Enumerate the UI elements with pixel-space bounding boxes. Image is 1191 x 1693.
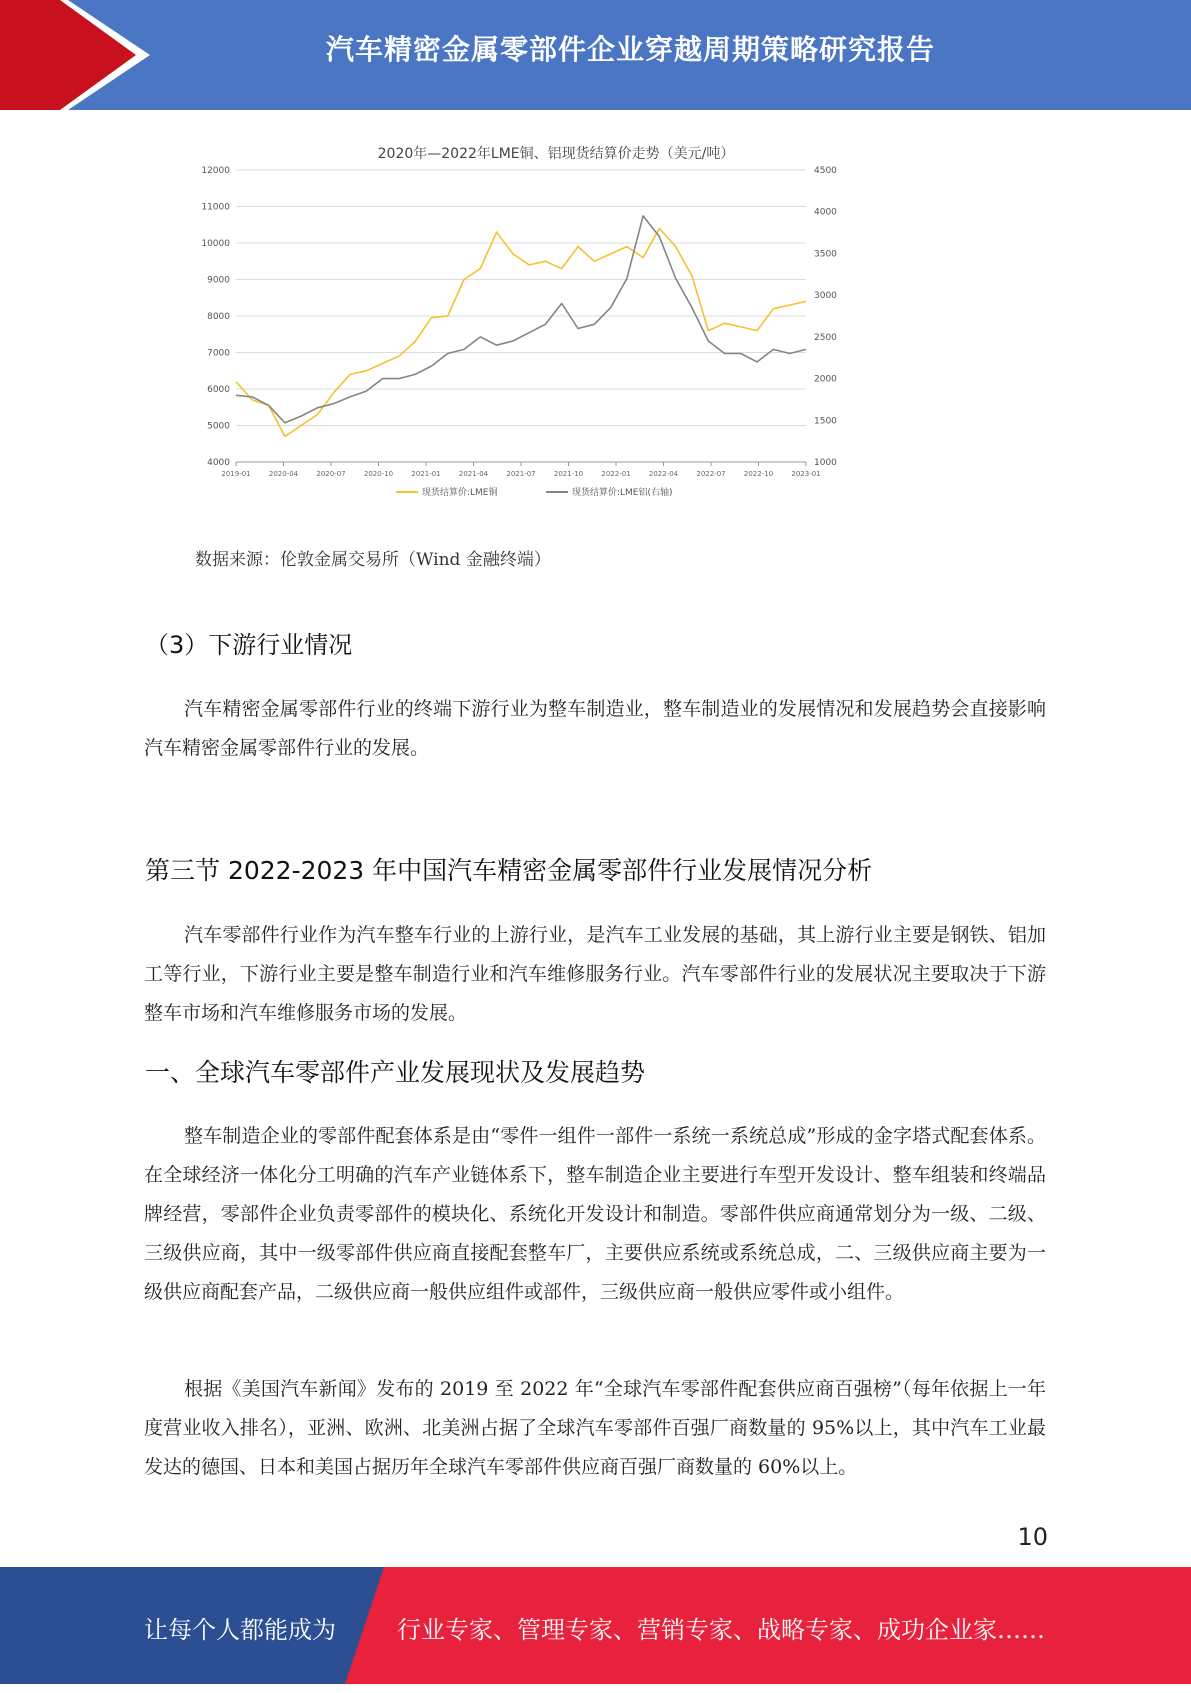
x-tick-label: 2020-10 [363, 470, 394, 478]
x-tick-label: 2022-07 [696, 470, 726, 478]
x-tick-label: 2021-07 [506, 470, 536, 478]
section3-heading: 第三节 2022-2023 年中国汽车精密金属零部件行业发展情况分析 [145, 856, 873, 885]
y-left-tick-label: 12000 [201, 166, 230, 176]
chart-svg [196, 138, 916, 538]
y-right-tick-label: 2000 [814, 374, 837, 385]
y-right-tick-label: 4000 [814, 207, 837, 218]
report-title: 汽车精密金属零部件企业穿越周期策略研究报告 [325, 33, 935, 66]
page-footer [0, 1567, 1191, 1684]
y-right-tick-label: 3000 [814, 291, 837, 302]
chart-source: 数据来源：伦敦金属交易所（Wind 金融终端） [195, 550, 551, 570]
chart-title: 2020年—2022年LME铜、铝现货结算价走势（美元/吨） [377, 146, 735, 162]
series-line-1 [236, 228, 806, 436]
global-paragraph-2: 根据《美国汽车新闻》发布的 2019 至 2022 年“全球汽车零部件配套供应商百强榜”（每年依据上一年度营业收入排名），亚洲、欧洲、北美洲占据了全球汽车零部件百强厂商数量的 95%以上，其中汽车工业最发达的德国、日本和美国占据历年全球汽车零部件供应商百强厂商数量的 60%以上。 [144, 1378, 1046, 1478]
x-tick-label: 2021-10 [553, 470, 584, 478]
y-left-tick-label: 6000 [207, 385, 230, 395]
y-left-tick-label: 10000 [201, 239, 230, 249]
global-heading: 一、全球汽车零部件产业发展现状及发展趋势 [145, 1058, 646, 1087]
y-right-tick-label: 4500 [814, 166, 837, 176]
x-tick-label: 2020-04 [268, 470, 299, 478]
legend-label: 现货结算价:LME铜 [422, 488, 498, 498]
x-tick-label: 2023-01 [791, 470, 821, 478]
y-left-tick-label: 9000 [207, 275, 230, 286]
legend-label: 现货结算价:LME铝(右轴) [572, 488, 673, 498]
page-header [0, 0, 1191, 110]
metal-price-chart [196, 138, 916, 538]
page-number: 10 [1017, 1523, 1048, 1551]
x-tick-label: 2021-01 [411, 470, 441, 478]
y-right-tick-label: 3500 [814, 249, 837, 260]
y-right-tick-label: 1000 [814, 458, 837, 468]
y-right-tick-label: 1500 [814, 416, 837, 427]
y-right-tick-label: 2500 [814, 332, 837, 343]
y-left-tick-label: 8000 [207, 312, 230, 322]
x-tick-label: 2022-10 [743, 470, 774, 478]
header-arrow-icon [0, 0, 160, 110]
footer-slogan-right: 行业专家、管理专家、营销专家、战略专家、成功企业家…… [397, 1616, 1045, 1644]
section3-paragraph: 汽车零部件行业作为汽车整车行业的上游行业，是汽车工业发展的基础，其上游行业主要是钢铁、铝加工等行业，下游行业主要是整车制造行业和汽车维修服务行业。汽车零部件行业的发展状况主要取决于下游整车市场和汽车维修服务市场的发展。 [144, 924, 1046, 1024]
x-tick-label: 2022-04 [648, 470, 679, 478]
x-tick-label: 2020-07 [316, 470, 346, 478]
y-left-tick-label: 11000 [201, 202, 230, 213]
y-left-tick-label: 7000 [207, 348, 230, 359]
x-tick-label: 2022-01 [601, 470, 631, 478]
x-tick-label: 2021-04 [458, 470, 489, 478]
downstream-heading: （3）下游行业情况 [145, 631, 353, 659]
y-left-tick-label: 5000 [207, 421, 230, 432]
downstream-paragraph: 汽车精密金属零部件行业的终端下游行业为整车制造业，整车制造业的发展情况和发展趋势会直接影响汽车精密金属零部件行业的发展。 [144, 698, 1046, 759]
footer-slogan-left: 让每个人都能成为 [144, 1616, 336, 1644]
x-tick-label: 2019-01 [221, 470, 251, 478]
y-left-tick-label: 4000 [207, 458, 230, 468]
series-line-2 [236, 216, 806, 423]
global-paragraph-1: 整车制造企业的零部件配套体系是由“零件一组件一部件一系统一系统总成”形成的金字塔式配套体系。在全球经济一体化分工明确的汽车产业链体系下，整车制造企业主要进行车型开发设计、整车组装和终端品牌经营，零部件企业负责零部件的模块化、系统化开发设计和制造。零部件供应商通常划分为一级、二级、三级供应商，其中一级零部件供应商直接配套整车厂，主要供应系统或系统总成，二、三级供应商主要为一级供应商配套产品，二级供应商一般供应组件或部件，三级供应商一般供应零件或小组件。 [144, 1125, 1046, 1303]
